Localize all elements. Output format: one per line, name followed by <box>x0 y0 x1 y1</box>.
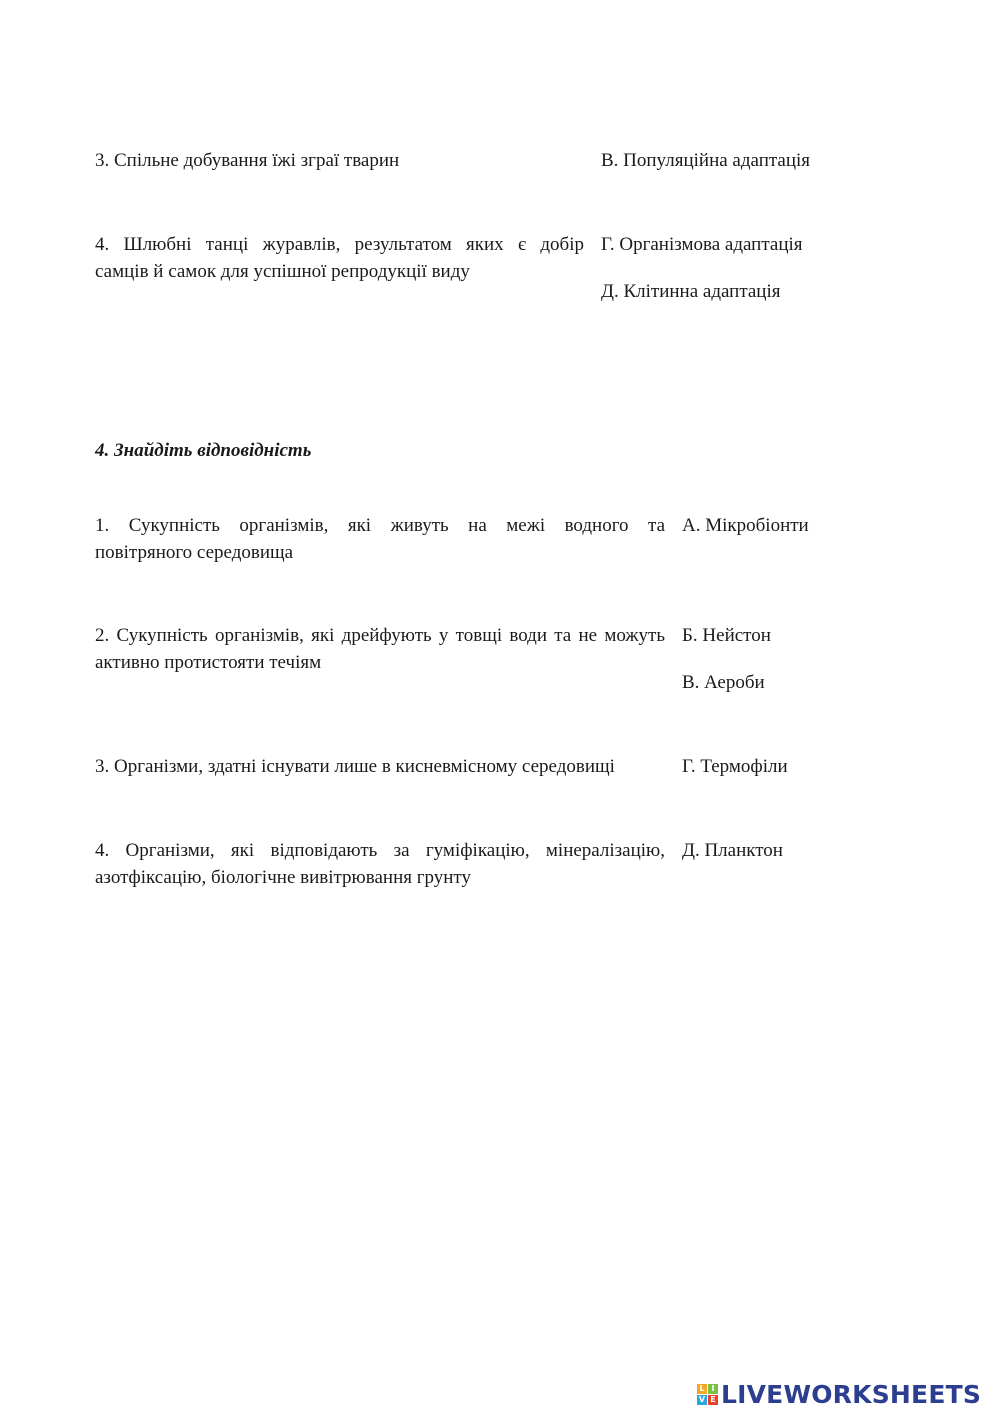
s3-answer-g: Г. Організмова адаптація <box>601 234 803 255</box>
s4-item-1-line1: 1. Сукупність організмів, які живуть на межі водного та <box>95 515 665 536</box>
s4-item-3: 3. Організми, здатні існувати лише в кисневмісному середовищі <box>95 756 615 777</box>
s4-answer-g: Г. Термофіли <box>682 756 788 777</box>
s3-answer-d: Д. Клітинна адаптація <box>601 281 781 302</box>
s4-answer-d: Д. Планктон <box>682 840 783 861</box>
logo-tile-e: E <box>708 1395 718 1405</box>
s3-answer-v: В. Популяційна адаптація <box>601 150 811 171</box>
liveworksheets-logo-text: LIVEWORKSHEETS <box>721 1379 982 1409</box>
s4-item-2-line1: 2. Сукупність організмів, які дрейфують у товщі води та не можуть <box>95 625 665 646</box>
s4-item-4-line2: азотфіксацію, біологічне вивітрювання грунту <box>95 867 471 888</box>
liveworksheets-logo <box>697 1378 981 1410</box>
s4-answer-a: А. Мікробіонти <box>682 515 809 536</box>
s3-item-4-line2: самців й самок для успішної репродукції виду <box>95 261 470 282</box>
s4-item-1-line2: повітряного середовища <box>95 542 294 563</box>
s3-item-3: 3. Спільне добування їжі зграї тварин <box>95 150 400 171</box>
s4-item-2-line2: активно протистояти течіям <box>95 652 322 673</box>
s4-item-4-line1: 4. Організми, які відповідають за гуміфікацію, мінералізацію, <box>95 840 665 861</box>
logo-tile-l: L <box>697 1384 707 1394</box>
logo-tile-v: V <box>698 1394 706 1404</box>
s4-answer-v: В. Аероби <box>682 672 765 693</box>
s4-answer-b: Б. Нейстон <box>682 625 771 646</box>
section4-heading: 4. Знайдіть відповідність <box>95 440 312 461</box>
s3-item-4-line1: 4. Шлюбні танці журавлів, результатом яких є добір <box>95 234 584 255</box>
liveworksheets-logo-icon <box>697 1384 718 1405</box>
logo-tile-i: I <box>708 1384 718 1394</box>
